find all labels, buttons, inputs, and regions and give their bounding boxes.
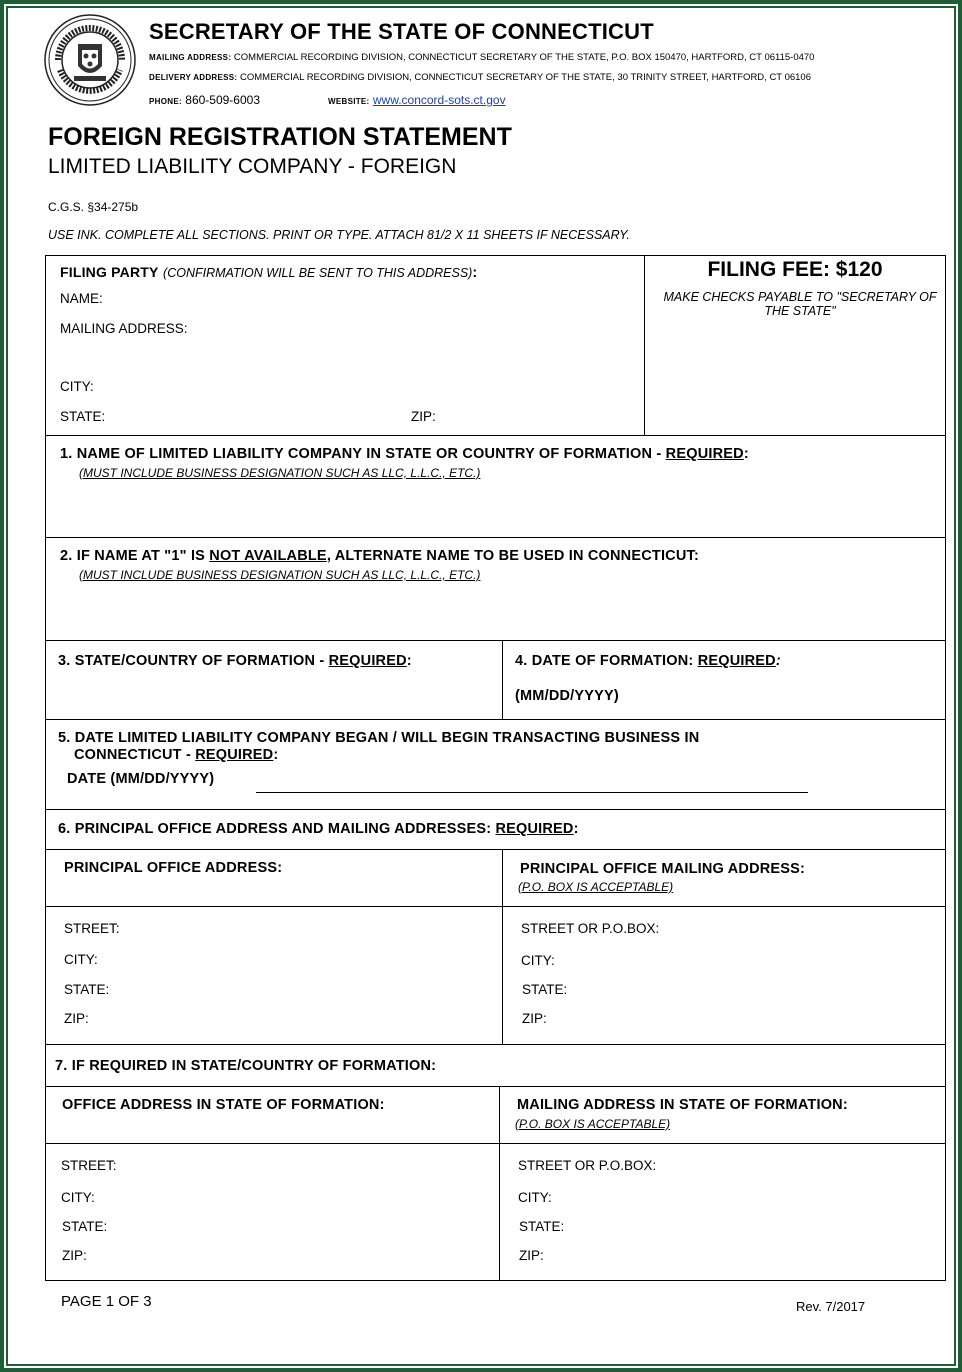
section5-date-input-line[interactable]	[256, 792, 808, 793]
website-label: WEBSITE:	[328, 97, 370, 106]
section3-required: REQUIRED	[328, 653, 407, 669]
divider-section6-fields	[45, 906, 946, 907]
section6-right-state: STATE:	[522, 982, 568, 997]
section3-colon: :	[406, 653, 412, 669]
section5-heading-line1: 5. DATE LIMITED LIABILITY COMPANY BEGAN / WILL BEGIN TRANSACTING BUSINESS IN	[58, 730, 700, 746]
section6-required: REQUIRED	[495, 821, 574, 837]
section6-right-heading: PRINCIPAL OFFICE MAILING ADDRESS:	[520, 861, 806, 877]
agency-title: SECRETARY OF THE STATE OF CONNECTICUT	[149, 19, 654, 44]
section6-right-note: (P.O. BOX IS ACCEPTABLE)	[518, 880, 674, 894]
form-title: FOREIGN REGISTRATION STATEMENT	[48, 123, 512, 151]
section1-note: (MUST INCLUDE BUSINESS DESIGNATION SUCH AS LLC, L.L.C., ETC.)	[79, 466, 481, 480]
section5-heading-line2	[74, 747, 278, 763]
section5-colon: :	[273, 747, 279, 763]
section2-heading	[60, 548, 699, 564]
section7-left-zip: ZIP:	[62, 1248, 87, 1263]
section6-left-city: CITY:	[64, 952, 98, 967]
divider-section3	[45, 640, 946, 641]
section3-heading	[58, 653, 412, 669]
divider-section7-fields	[45, 1143, 946, 1144]
section7-left-heading: OFFICE ADDRESS IN STATE OF FORMATION:	[62, 1097, 385, 1113]
divider-section7-cols	[499, 1086, 500, 1281]
section6-right-city: CITY:	[521, 953, 555, 968]
mailing-address-line	[149, 52, 814, 63]
filing-party-heading	[60, 264, 477, 282]
fee-payable-note: MAKE CHECKS PAYABLE TO "SECRETARY OF THE STATE"	[663, 290, 937, 318]
section7-left-street: STREET:	[61, 1158, 117, 1173]
section2-note: (MUST INCLUDE BUSINESS DESIGNATION SUCH AS LLC, L.L.C., ETC.)	[79, 568, 481, 582]
mailing-address-label: MAILING ADDRESS:	[149, 53, 232, 62]
section6-heading	[58, 821, 579, 837]
filing-party-note: (CONFIRMATION WILL BE SENT TO THIS ADDRESS)	[163, 266, 473, 280]
page-number: PAGE 1 OF 3	[61, 1293, 152, 1310]
section6-right-street: STREET OR P.O.BOX:	[521, 921, 660, 936]
fee-divider	[644, 255, 645, 436]
delivery-address-line	[149, 72, 811, 83]
section7-left-state: STATE:	[62, 1219, 108, 1234]
phone-line	[149, 93, 260, 107]
filing-party-colon: :	[472, 265, 478, 281]
phone-value: 860-509-6003	[185, 93, 260, 107]
section2-not-available: NOT AVAILABLE	[209, 548, 327, 564]
section7-right-state: STATE:	[519, 1219, 565, 1234]
section1-text: 1. NAME OF LIMITED LIABILITY COMPANY IN STATE OR COUNTRY OF FORMATION -	[60, 446, 666, 462]
divider-section5	[45, 719, 946, 720]
section1-required: REQUIRED	[665, 446, 744, 462]
divider-section6-heads	[45, 849, 946, 850]
divider-section6	[45, 809, 946, 810]
filing-fee: FILING FEE: $120	[707, 258, 883, 281]
statute-reference: C.G.S. §34-275b	[48, 200, 139, 214]
divider-section7-heads	[45, 1086, 946, 1087]
section1-heading	[60, 446, 749, 462]
section6-text: 6. PRINCIPAL OFFICE ADDRESS AND MAILING ADDRESSES:	[58, 821, 496, 837]
form-instructions: USE INK. COMPLETE ALL SECTIONS. PRINT OR TYPE. ATTACH 81/2 X 11 SHEETS IF NECESSARY.	[48, 228, 630, 242]
section4-date-format: (MM/DD/YYYY)	[515, 688, 619, 704]
section6-left-street: STREET:	[64, 921, 120, 936]
zip-label: ZIP:	[411, 409, 436, 424]
state-seal-logo	[44, 14, 136, 106]
mailing-address-value: COMMERCIAL RECORDING DIVISION, CONNECTICUT SECRETARY OF THE STATE, P.O. BOX 150470, HARTFORD, CT 06115-0470	[233, 52, 815, 63]
website-link[interactable]: www.concord-sots.ct.gov	[372, 93, 506, 107]
section4-required: REQUIRED	[697, 653, 776, 669]
form-border	[45, 255, 946, 1281]
delivery-address-value: COMMERCIAL RECORDING DIVISION, CONNECTICUT SECRETARY OF THE STATE, 30 TRINITY STREET, HARTFORD, CT 06106	[240, 72, 811, 83]
section6-left-state: STATE:	[64, 982, 110, 997]
revision-date: Rev. 7/2017	[796, 1299, 866, 1314]
state-label: STATE:	[60, 409, 106, 424]
section6-right-zip: ZIP:	[522, 1011, 547, 1026]
divider-section7	[45, 1044, 946, 1045]
section2-text-a: 2. IF NAME AT "1" IS	[60, 548, 210, 564]
city-label: CITY:	[60, 379, 94, 394]
section7-right-street: STREET OR P.O.BOX:	[518, 1158, 657, 1173]
website-line	[328, 93, 506, 107]
section2-text-b: , ALTERNATE NAME TO BE USED IN CONNECTICUT:	[326, 548, 699, 564]
phone-label: PHONE:	[149, 97, 182, 106]
section7-right-note: (P.O. BOX IS ACCEPTABLE)	[515, 1117, 671, 1131]
divider-section2	[45, 537, 946, 538]
section7-heading: 7. IF REQUIRED IN STATE/COUNTRY OF FORMATION:	[55, 1058, 437, 1074]
name-label: NAME:	[60, 291, 103, 306]
section7-left-city: CITY:	[61, 1190, 95, 1205]
section7-right-city: CITY:	[518, 1190, 552, 1205]
section4-colon: :	[775, 653, 781, 669]
divider-section3-4	[502, 640, 503, 719]
section4-heading	[515, 653, 781, 669]
section6-left-zip: ZIP:	[64, 1011, 89, 1026]
filing-party-label: FILING PARTY	[60, 264, 159, 280]
delivery-address-label: DELIVERY ADDRESS:	[149, 73, 238, 82]
form-subtitle: LIMITED LIABILITY COMPANY - FOREIGN	[48, 155, 457, 178]
section5-required: REQUIRED	[195, 747, 274, 763]
section5-text: CONNECTICUT -	[74, 747, 196, 763]
section7-right-heading: MAILING ADDRESS IN STATE OF FORMATION:	[517, 1097, 848, 1113]
section1-colon: :	[743, 446, 749, 462]
mailing-address-field-label: MAILING ADDRESS:	[60, 321, 188, 336]
divider-section1	[45, 435, 946, 436]
section5-date-label: DATE (MM/DD/YYYY)	[67, 771, 215, 787]
divider-section6-cols	[502, 849, 503, 1044]
section6-left-heading: PRINCIPAL OFFICE ADDRESS:	[64, 860, 283, 876]
section4-text: 4. DATE OF FORMATION:	[515, 653, 698, 669]
section6-colon: :	[573, 821, 579, 837]
section3-text: 3. STATE/COUNTRY OF FORMATION -	[58, 653, 329, 669]
section7-right-zip: ZIP:	[519, 1248, 544, 1263]
